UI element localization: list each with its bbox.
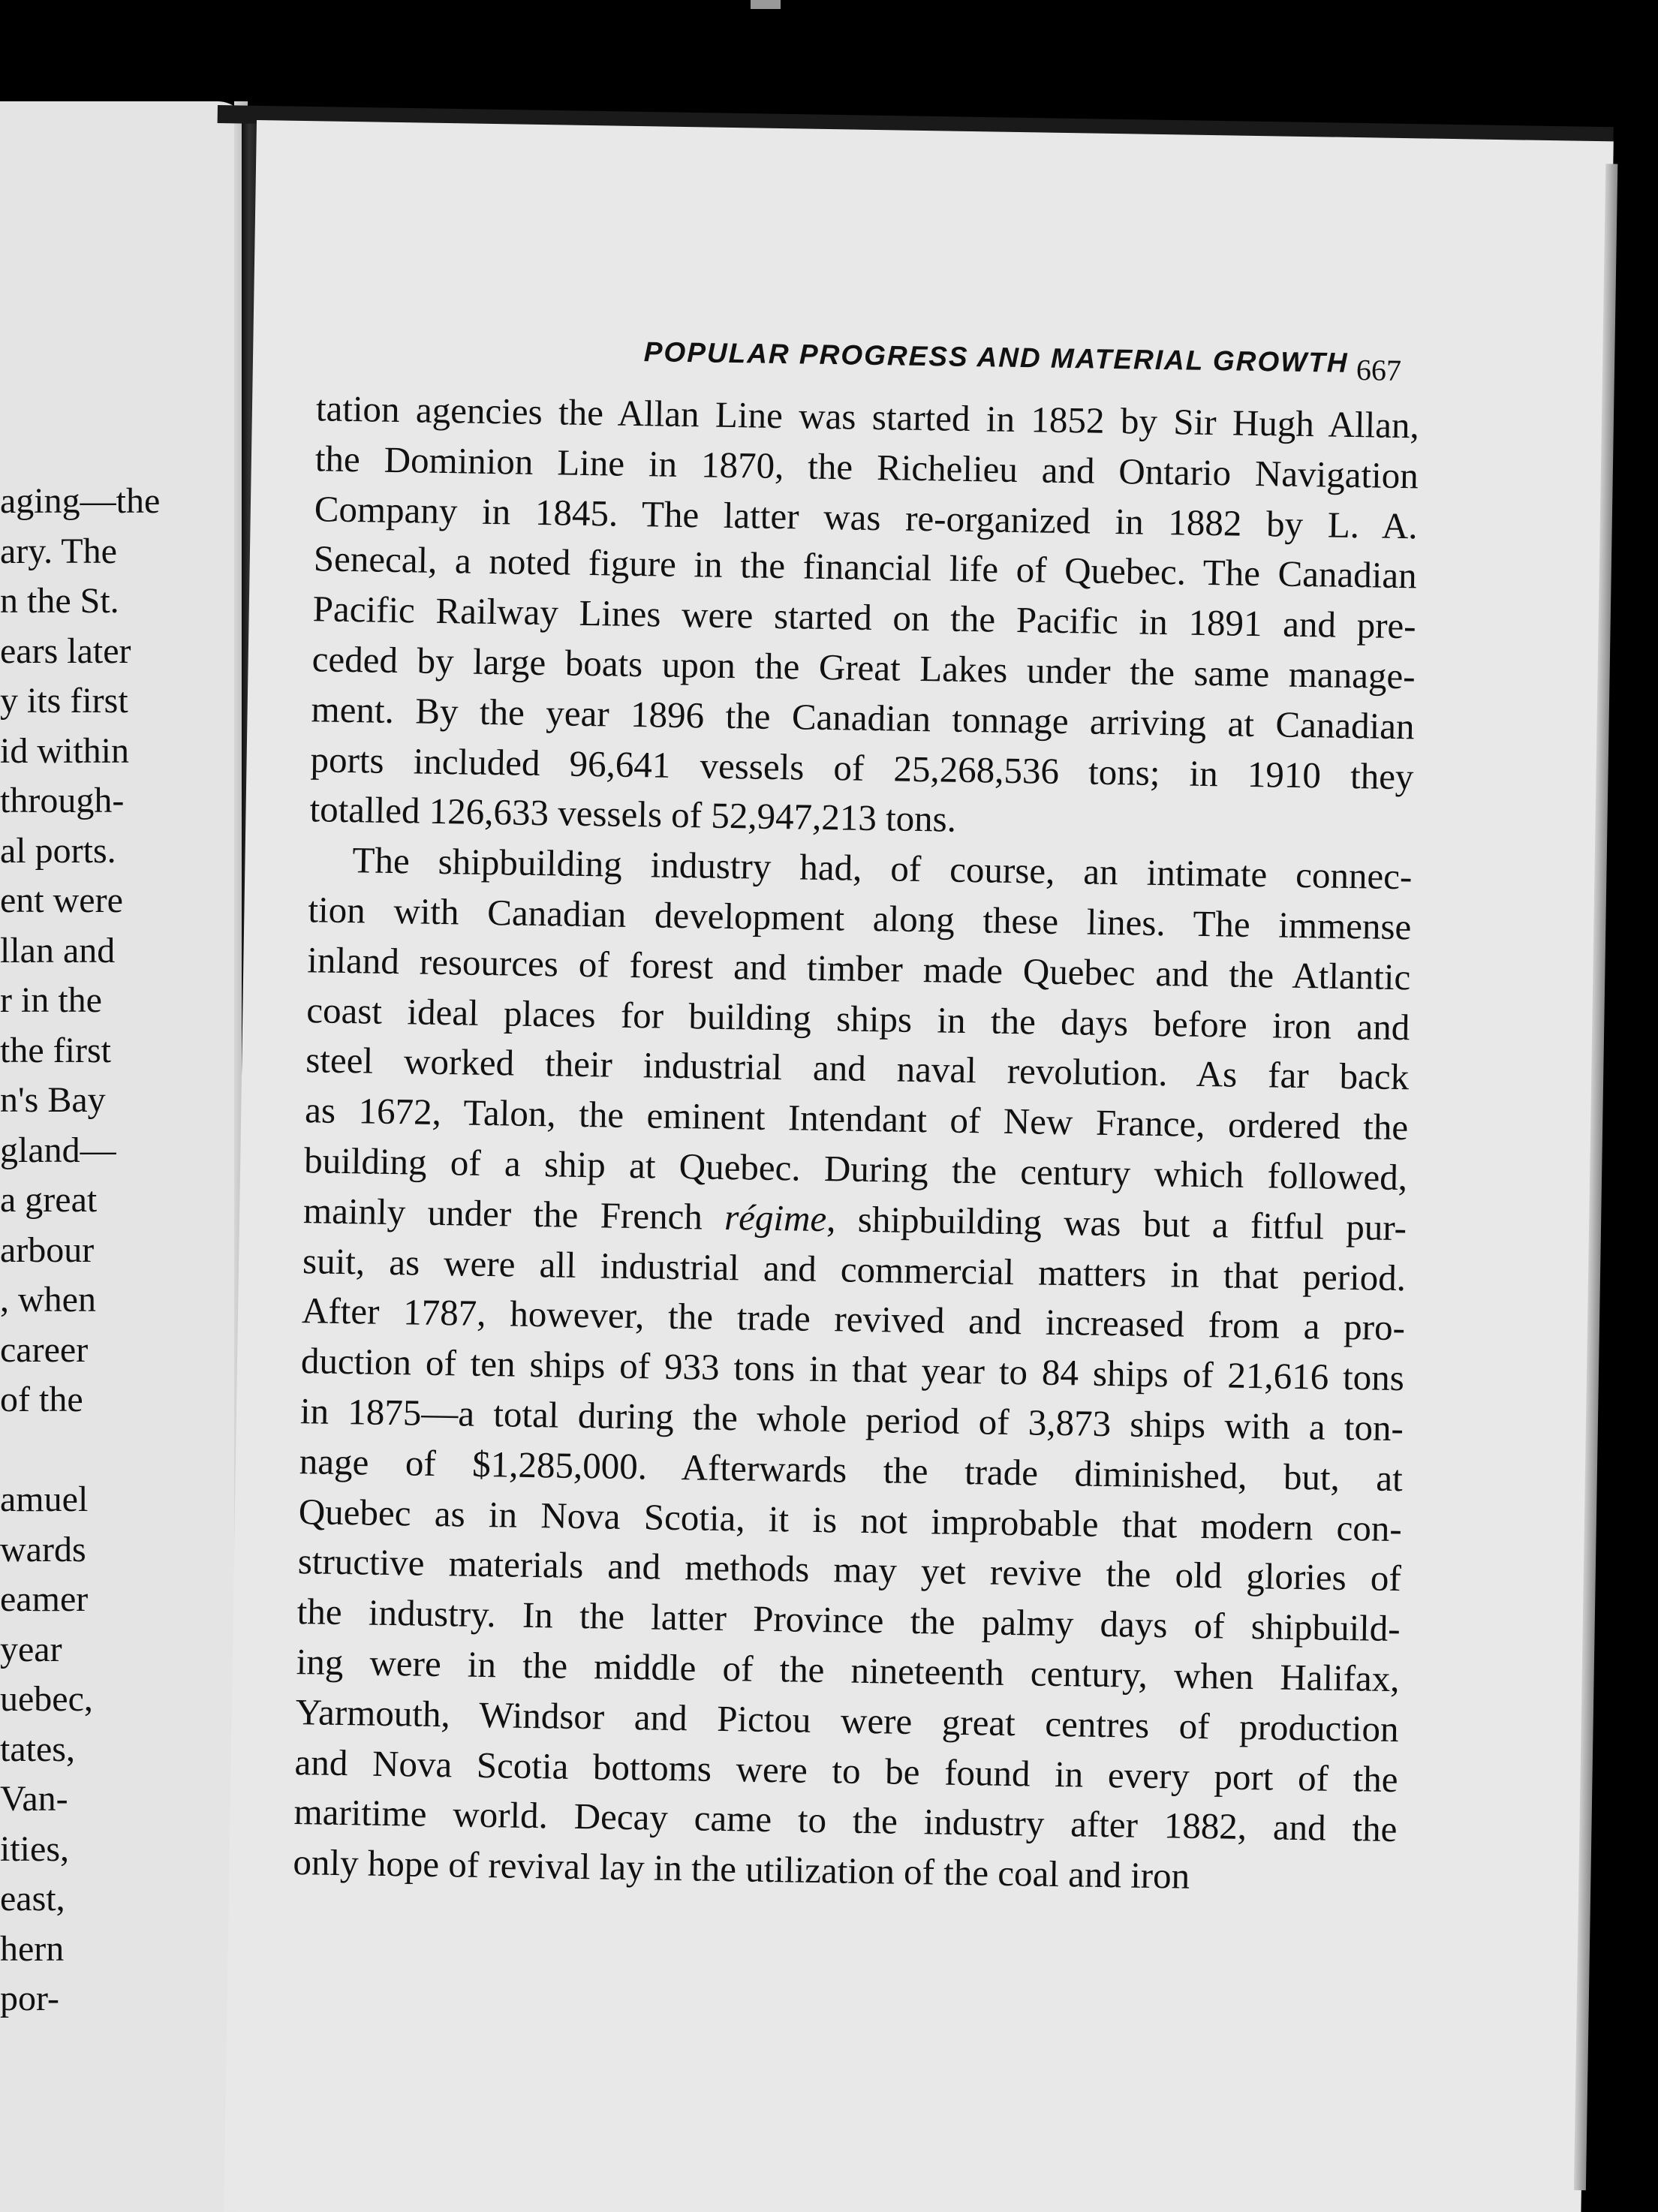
left-page-line: the first [0, 1030, 111, 1070]
left-page-line: year [0, 1629, 62, 1669]
text-line: Quebec as in Nova Scotia, it is not improbable that modern con- [298, 1490, 1403, 1549]
left-page-line: Van- [0, 1779, 68, 1819]
left-page-line: al ports. [0, 830, 116, 871]
left-page-line: ary. The [0, 531, 117, 571]
text-line: Company in 1845. The latter was re-organized in 1882 by L. A. [314, 487, 1419, 546]
text-line: duction of ten ships of 933 tons in that year to 84 ships of 21,616 tons [300, 1340, 1405, 1399]
left-page-line: uebec, [0, 1679, 93, 1719]
left-page-text [0, 477, 248, 2024]
left-page [0, 101, 248, 2212]
text-line: and Nova Scotia bottoms were to be found in every port of the [294, 1741, 1398, 1800]
left-page-line: hern [0, 1928, 65, 1969]
text-line: maritime world. Decay came to the industry after 1882, and the [293, 1791, 1398, 1850]
right-page [224, 120, 1614, 2212]
text-line: inland resources of forest and timber made Quebec and the Atlantic [307, 938, 1411, 998]
left-page-line: y its first [0, 681, 128, 721]
text-line: The shipbuilding industry had, of course, an intimate connec- [352, 839, 1413, 898]
left-page-line: llan and [0, 930, 116, 971]
left-page-line: arbour [0, 1229, 95, 1270]
text-line: only hope of revival lay in the utilization of the coal and iron [293, 1841, 1190, 1897]
left-page-line: ears later [0, 630, 131, 671]
text-line: totalled 126,633 vessels of 52,947,213 tons. [309, 788, 957, 841]
right-page-edge [1574, 164, 1617, 2190]
page-number: 667 [1356, 353, 1402, 387]
text-line: After 1787, however, the trade revived and increased from a pro- [301, 1290, 1406, 1349]
text-line: in 1875—a total during the whole period of 3,873 ships with a ton- [299, 1390, 1404, 1449]
left-page-line: through- [0, 781, 125, 820]
left-page-line: ent were [0, 880, 123, 920]
text-line: Senecal, a noted figure in the financial life of Quebec. The Canadian [313, 537, 1418, 597]
left-page-line: amuel [0, 1479, 89, 1519]
left-page-line: ities, [0, 1828, 69, 1869]
text-line: mainly under the French régime, shipbuilding was but a fitful pur- [302, 1189, 1407, 1248]
left-page-line: n the St. [0, 581, 119, 621]
text-line: ing were in the middle of the nineteenth century, when Halifax, [296, 1641, 1401, 1700]
left-page-line: por- [0, 1979, 60, 2018]
scan-artifact [751, 0, 781, 9]
text-line: ports included 96,641 vessels of 25,268,536 tons; in 1910 they [310, 738, 1414, 797]
text-line: suit, as were all industrial and commercial matters in that period. [302, 1239, 1407, 1299]
left-page-line: aging—the [0, 481, 161, 521]
left-page-line: gland— [0, 1130, 116, 1170]
text-line: structive materials and methods may yet revive the old glories of [297, 1540, 1402, 1600]
text-line: tion with Canadian development along these lines. The immense [308, 889, 1412, 948]
left-page-line: r in the [0, 980, 102, 1020]
text-line: nage of $1,285,000. Afterwards the trade diminished, but, at [299, 1440, 1404, 1499]
left-page-line: career [0, 1329, 89, 1370]
left-page-line: tates, [0, 1729, 75, 1769]
text-line: as 1672, Talon, the eminent Intendant of New France, ordered the [304, 1089, 1409, 1148]
left-page-line: wards [0, 1529, 86, 1569]
left-page-line: a great [0, 1180, 98, 1220]
text-line: tation agencies the Allan Line was started in 1852 by Sir Hugh Allan, [315, 387, 1420, 447]
left-page-line: , when [0, 1280, 96, 1320]
text-line: ment. By the year 1896 the Canadian tonnage arriving at Canadian [311, 688, 1415, 748]
left-page-line: of the [0, 1380, 83, 1419]
body-text [293, 384, 1419, 1905]
left-page-line: n's Bay [0, 1080, 106, 1120]
text-line: steel worked their industrial and naval revolution. As far back [305, 1039, 1410, 1098]
text-line: coast ideal places for building ships in the days before iron and [305, 989, 1410, 1048]
left-page-line [0, 1425, 173, 1476]
left-page-line: id within [0, 730, 130, 771]
text-line: the industry. In the latter Province the palmy days of shipbuild- [296, 1591, 1401, 1650]
running-head: POPULAR PROGRESS AND MATERIAL GROWTH [643, 336, 1349, 378]
text-line: Pacific Railway Lines were started on the Pacific in 1891 and pre- [312, 588, 1417, 647]
left-page-line: eamer [0, 1579, 89, 1619]
text-line: Yarmouth, Windsor and Pictou were great centres of production [295, 1690, 1399, 1750]
italic-word: régime [724, 1196, 827, 1239]
text-line: the Dominion Line in 1870, the Richelieu and Ontario Navigation [314, 438, 1419, 497]
text-line: building of a ship at Quebec. During the century which followed, [303, 1139, 1408, 1199]
left-page-line: east, [0, 1879, 65, 1919]
text-line: ceded by large boats upon the Great Lakes under the same manage- [311, 638, 1416, 697]
